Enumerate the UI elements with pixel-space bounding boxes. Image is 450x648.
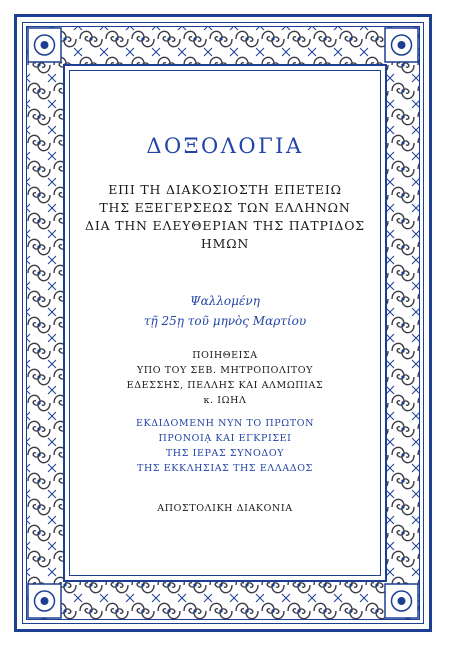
author-line: ΕΔΕΣΣΗΣ, ΠΕΛΛΗΣ ΚΑΙ ΑΛΜΩΠΙΑΣ (126, 380, 324, 391)
publisher: ΑΠΟΣΤΟΛΙΚΗ ΔΙΑΚΟΝΙΑ (157, 503, 293, 514)
subtitle-line: ΗΜΩΝ (200, 236, 250, 251)
subtitle-line: ΔΙΑ ΤΗΝ ΕΛΕΥΘΕΡΙΑΝ ΤΗΣ ΠΑΤΡΙΔΟΣ (85, 218, 365, 233)
author-line: ΥΠΟ ΤΟΥ ΣΕΒ. ΜΗΤΡΟΠΟΛΙΤΟΥ (136, 365, 314, 376)
subtitle-line: ΕΠΙ ΤΗ ΔΙΑΚΟΣΙΟΣΤΗ ΕΠΕΤΕΙΩ (108, 182, 342, 197)
author-line: ΠΟΙΗΘΕΙΣΑ (192, 350, 258, 361)
author-block (70, 348, 380, 408)
psalmodized-line: Ψαλλομένη (190, 294, 260, 308)
cover-text (70, 71, 380, 575)
title: ΔΟΞΟΛΟΓΙΑ (146, 134, 304, 158)
edition-line: ΕΚΔΙΔΟΜΕΝΗ ΝΥΝ ΤΟ ΠΡΩΤΟΝ (135, 418, 315, 429)
edition-line: ΤΗΣ ΕΚΚΛΗΣΙΑΣ ΤΗΣ ΕΛΛΑΔΟΣ (137, 463, 313, 474)
edition-line: ΤΗΣ ΙΕΡΑΣ ΣΥΝΟΔΟΥ (165, 448, 285, 459)
psalmodized-line: τῇ 25ῃ τοῦ μηνὸς Μαρτίου (143, 314, 307, 328)
author-line: κ. ΙΩΗΛ (203, 395, 247, 406)
subtitle-line: ΤΗΣ ΕΞΕΓΕΡΣΕΩΣ ΤΩΝ ΕΛΛΗΝΩΝ (99, 200, 351, 215)
edition-line: ΠΡΟΝΟΙᾼ ΚΑΙ ΕΓΚΡΙΣΕΙ (158, 433, 292, 444)
psalmodized-note (70, 291, 380, 331)
subtitle (70, 181, 380, 253)
edition-block (70, 416, 380, 476)
